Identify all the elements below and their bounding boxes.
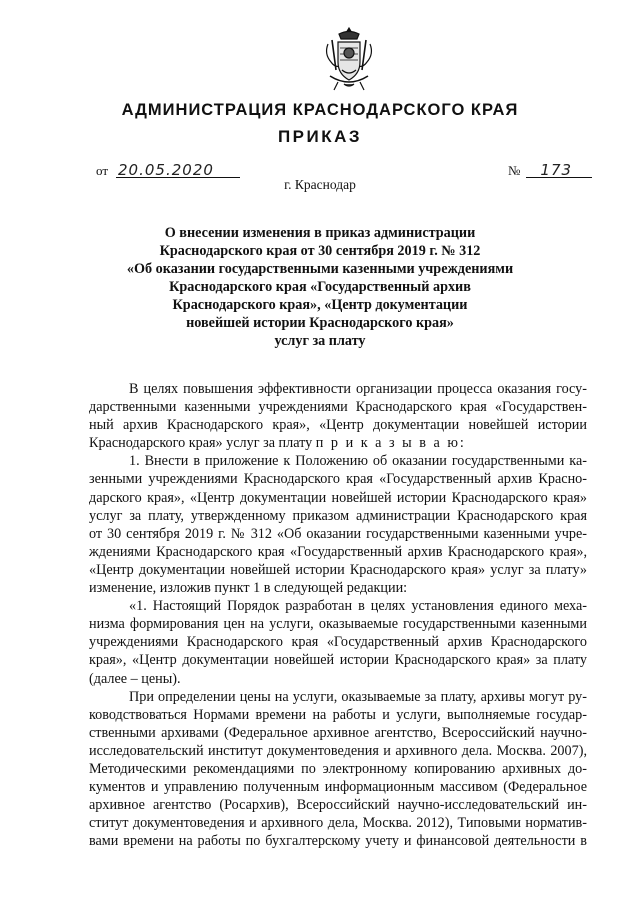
body-line: кументов и управлению полученным информационным массивом (Федеральное bbox=[89, 779, 587, 796]
body-line: вами времени на работы по бухгалтерскому учету и финансовой деятельности в bbox=[89, 833, 587, 850]
document-type: ПРИКАЗ bbox=[277, 127, 363, 146]
body-line: 1. Внести в приложение к Положению об оказании государственными ка- bbox=[129, 453, 587, 470]
body-line: «Центр документации новейшей истории Краснодарского края» услуг за плату» bbox=[89, 561, 587, 578]
body-line: «1. Настоящий Порядок разработан в целях установления единого меха- bbox=[129, 598, 587, 615]
number-value: 173 bbox=[526, 163, 592, 178]
order-word: п р и к а з ы в а ю: bbox=[315, 435, 466, 452]
body-line: от 30 сентября 2019 г. № 312 «Об оказании государственными казенными учре- bbox=[89, 525, 587, 542]
body-line: архивное агентство (Росархив), Всероссийский научно-исследовательский ин- bbox=[89, 797, 587, 814]
date-label: от bbox=[96, 163, 109, 178]
title-line: О внесении изменения в приказ администрации bbox=[164, 225, 476, 241]
organization-name: АДМИНИСТРАЦИЯ КРАСНОДАРСКОГО КРАЯ bbox=[121, 101, 519, 119]
body-line: ственными архивами (Федеральное архивное агентство, Всероссийский научно- bbox=[89, 724, 587, 741]
city: г. Краснодар bbox=[284, 177, 356, 192]
body-line: дарственными казенными учреждениями Краснодарского края «Государствен- bbox=[89, 399, 587, 416]
body-line bbox=[89, 434, 587, 452]
body-line: края», «Центр документации новейшей истории Краснодарского края» за плату bbox=[89, 652, 587, 669]
body-line: В целях повышения эффективности организации процесса оказания госу- bbox=[129, 381, 587, 397]
title-line: Краснодарского края», «Центр документации bbox=[172, 297, 468, 313]
body-line: низма формирования цен на услуги, оказываемые государственными казенными bbox=[89, 616, 587, 633]
document-body bbox=[89, 380, 587, 850]
body-line: Методическими рекомендациями по электронному копированию архивных до- bbox=[89, 760, 587, 777]
body-line: зенными учреждениями Краснодарского края «Государственный архив Красно- bbox=[89, 471, 587, 488]
body-line: услуг за плату, утвержденному приказом администрации Краснодарского края bbox=[89, 507, 587, 524]
body-text: Краснодарского края» услуг за плату bbox=[89, 435, 316, 452]
document-title bbox=[80, 224, 560, 350]
body-line: (далее – цены). bbox=[89, 670, 181, 687]
body-line: ководствоваться Нормами времени на работы и услуги, выполняемые государ- bbox=[89, 706, 587, 723]
body-line: ный архив Краснодарского края», «Центр документации новейшей истории bbox=[89, 417, 587, 434]
body-line: дарского края», «Центр документации новейшей истории Краснодарского края» bbox=[89, 489, 587, 506]
title-line: Краснодарского края от 30 сентября 2019 г. № 312 bbox=[159, 243, 481, 259]
date-value: 20.05.2020 bbox=[116, 163, 240, 178]
title-line: услуг за плату bbox=[274, 333, 366, 349]
body-line: При определении цены на услуги, оказываемые за плату, архивы могут ру- bbox=[129, 688, 587, 705]
title-line: Краснодарского края «Государственный архив bbox=[169, 279, 471, 295]
body-line: исследовательский институт документоведения и архивного дела. Москва. 2007), bbox=[89, 742, 587, 759]
body-line: изменение, изложив пункт 1 в следующей редакции: bbox=[89, 580, 408, 597]
title-line: «Об оказании государственными казенными учреждениями bbox=[126, 261, 514, 277]
krasnodar-coat-of-arms-emblem bbox=[322, 26, 376, 92]
title-line: новейшей истории Краснодарского края» bbox=[186, 315, 454, 331]
body-line: учреждениями Краснодарского края «Государственный архив Краснодарского bbox=[89, 634, 587, 651]
body-line: ждениями Краснодарского края «Государственный архив Краснодарского края», bbox=[89, 543, 587, 560]
number-label: № bbox=[508, 163, 521, 178]
body-line: ститут документоведения и архивного дела, Москва. 2012), Типовыми норматив- bbox=[89, 815, 587, 832]
